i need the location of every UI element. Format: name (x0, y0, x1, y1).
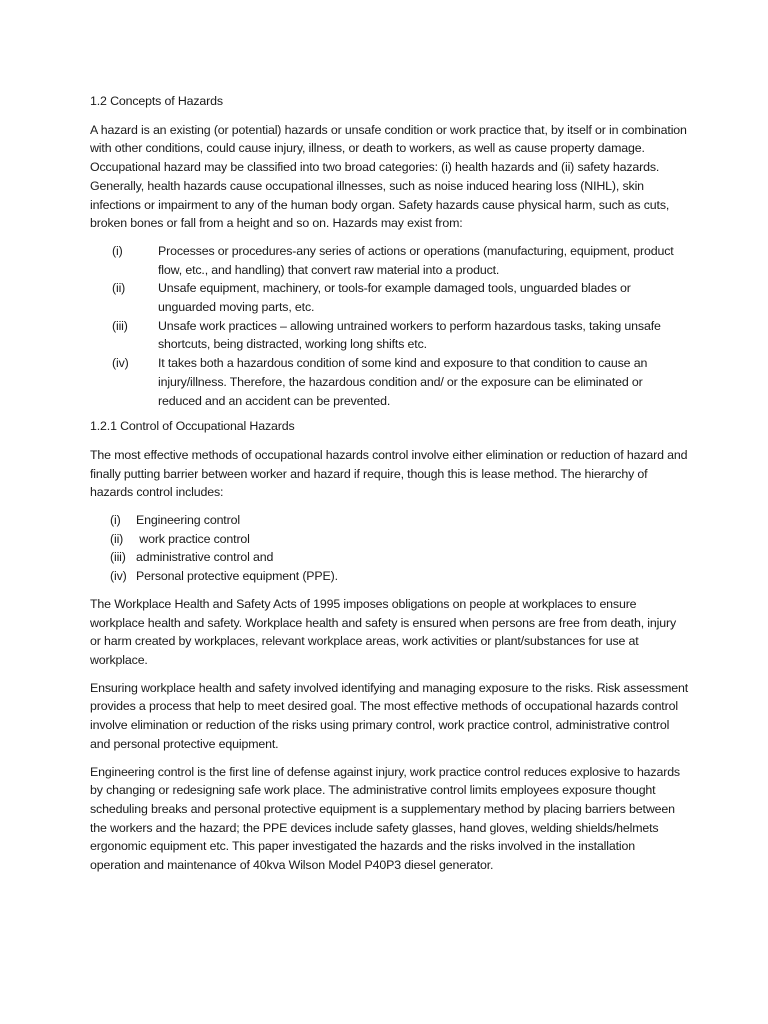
control-hierarchy-list (90, 511, 688, 586)
section-heading-concepts: 1.2 Concepts of Hazards (90, 94, 223, 108)
list-item (110, 511, 688, 530)
list-item (90, 317, 688, 354)
list-item-number: (iv) (110, 569, 127, 584)
list-item-number: (iii) (112, 318, 128, 333)
list-item-number: (iii) (110, 550, 126, 565)
list-item (90, 354, 688, 410)
list-item-text: Unsafe work practices – allowing untrained workers to perform hazardous tasks, taking unsafe shortcuts, being distracted, working long shifts etc. (158, 318, 661, 352)
list-item-text: Unsafe equipment, machinery, or tools-for example damaged tools, unguarded blades or unguarded moving parts, etc. (158, 281, 631, 315)
list-item (110, 567, 688, 586)
paragraph-risk-assessment: Ensuring workplace health and safety involved identifying and managing exposure to the risks. Risk assessment provides a process that help to meet desired goal. The most effective methods of occupational hazards control involve elimination or reduction of the risks using primary control, work practice control, administrative control and personal protective equipment. (90, 680, 689, 751)
list-item-text: Processes or procedures-any series of actions or operations (manufacturing, equipment, product flow, etc., and handling) that convert raw material into a product. (158, 243, 674, 277)
hazard-sources-list (90, 242, 688, 410)
paragraph-workplace-act: The Workplace Health and Safety Acts of 1995 imposes obligations on people at workplaces to ensure workplace health and safety. Workplace health and safety is ensured when persons are free from death, injury or harm created by workplaces, relevant workplace areas, work activities or plant/substances for use at workplace. (90, 596, 676, 667)
list-item-number: (iv) (112, 356, 129, 371)
paragraph-hazard-definition: A hazard is an existing (or potential) hazards or unsafe condition or work practice that, by itself or in combination with other conditions, could cause injury, illness, or death to workers, as well as cause property damage. Occupational hazard may be classified into two broad categories: (i) health hazards and (ii) safety hazards. Generally, health hazards cause occupational illnesses, such as noise induced hearing loss (NIHL), skin infections or impairment to any of the human body organ. Safety hazards cause physical harm, such as cuts, broken bones or fall from a height and so on. Hazards may exist from: (90, 122, 687, 231)
list-item (90, 242, 688, 279)
list-item (90, 279, 688, 316)
list-item-number: (i) (112, 243, 123, 258)
paragraph-engineering-control: Engineering control is the first line of defense against injury, work practice control reduces explosive to hazards by changing or redesigning safe work place. The administrative control limits employees exposure thought scheduling breaks and personal protective equipment is a supplementary method by placing barriers between the workers and the hazard; the PPE devices include safety glasses, hand gloves, welding shields/helmets ergonomic equipment etc. This paper investigated the hazards and the risks involved in the installation operation and maintenance of 40kva Wilson Model P40P3 diesel generator. (90, 764, 680, 873)
list-item-number: (ii) (112, 281, 126, 296)
list-item-text: Personal protective equipment (PPE). (136, 569, 338, 584)
list-item-number: (i) (110, 513, 121, 528)
list-item (110, 530, 688, 549)
paragraph-control-methods: The most effective methods of occupational hazards control involve either elimination or reduction of hazard and finally putting barrier between worker and hazard if require, though this is lease method. The hierarchy of hazards control includes: (90, 447, 688, 500)
document-page (90, 92, 688, 884)
list-item-number: (ii) (110, 531, 124, 546)
list-item-text: Engineering control (136, 513, 240, 528)
list-item-text: work practice control (136, 531, 250, 546)
list-item (110, 548, 688, 567)
list-item-text: It takes both a hazardous condition of some kind and exposure to that condition to cause an injury/illness. Therefore, the hazardous condition and/ or the exposure can be eliminated or reduced and an accident can be prevented. (158, 356, 648, 408)
section-heading-control: 1.2.1 Control of Occupational Hazards (90, 419, 295, 434)
list-item-text: administrative control and (136, 550, 274, 565)
